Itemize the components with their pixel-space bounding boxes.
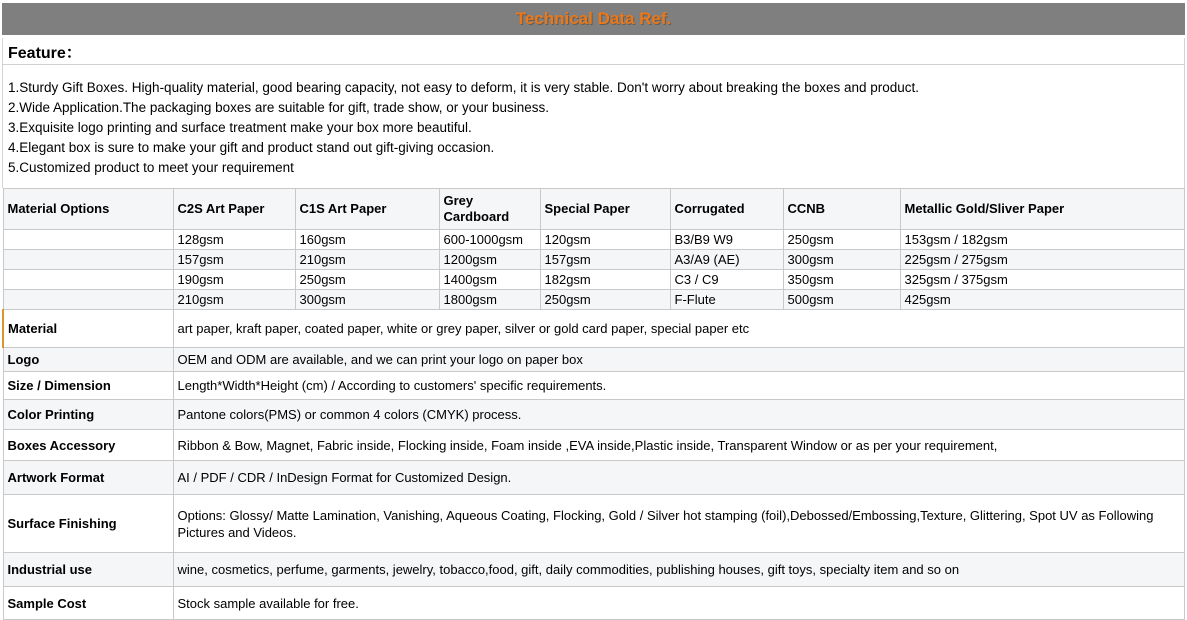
spec-label-logo: Logo bbox=[3, 348, 173, 372]
spec-label-industrial-use: Industrial use bbox=[3, 553, 173, 587]
gsm-cell: 210gsm bbox=[295, 250, 439, 270]
spec-label-surface-finishing: Surface Finishing bbox=[3, 495, 173, 553]
spec-row-logo bbox=[3, 348, 1185, 372]
gsm-cell: 182gsm bbox=[540, 270, 670, 290]
column-header-metallic-gold-sliver-paper: Metallic Gold/Sliver Paper bbox=[900, 189, 1185, 230]
gsm-cell: A3/A9 (AE) bbox=[670, 250, 783, 270]
spec-value-logo: OEM and ODM are available, and we can print your logo on paper box bbox=[173, 348, 1185, 372]
gsm-cell: B3/B9 W9 bbox=[670, 230, 783, 250]
gsm-cell: 250gsm bbox=[295, 270, 439, 290]
spec-value-industrial-use: wine, cosmetics, perfume, garments, jewelry, tobacco,food, gift, daily commodities, publishing houses, gift toys, specialty item and so on bbox=[173, 553, 1185, 587]
gsm-cell: 425gsm bbox=[900, 290, 1185, 310]
spec-value-sample-cost: Stock sample available for free. bbox=[173, 587, 1185, 620]
page-title: Technical Data Ref. bbox=[515, 9, 672, 28]
spec-row-boxes-accessory bbox=[3, 430, 1185, 461]
empty-cell bbox=[3, 230, 173, 250]
feature-heading bbox=[2, 38, 1185, 65]
column-header-c1s-art-paper: C1S Art Paper bbox=[295, 189, 439, 230]
column-header-c2s-art-paper: C2S Art Paper bbox=[173, 189, 295, 230]
spec-label-boxes-accessory: Boxes Accessory bbox=[3, 430, 173, 461]
feature-heading-label: Feature： bbox=[8, 44, 82, 62]
gsm-cell: 157gsm bbox=[540, 250, 670, 270]
gsm-cell: 210gsm bbox=[173, 290, 295, 310]
spec-label-size-dimension: Size / Dimension bbox=[3, 372, 173, 400]
materials-header-row bbox=[3, 189, 1185, 230]
feature-item-4: 4.Elegant box is sure to make your gift and product stand out gift-giving occasion. bbox=[8, 140, 495, 155]
column-header-ccnb: CCNB bbox=[783, 189, 900, 230]
gsm-row-2 bbox=[3, 250, 1185, 270]
spec-label-material: Material bbox=[3, 310, 173, 348]
column-header-material-options: Material Options bbox=[3, 189, 173, 230]
gsm-cell: F-Flute bbox=[670, 290, 783, 310]
spec-row-artwork-format bbox=[3, 461, 1185, 495]
spec-row-surface-finishing bbox=[3, 495, 1185, 553]
feature-item-1: 1.Sturdy Gift Boxes. High-quality material, good bearing capacity, not easy to deform, it is very stable. Don't worry about breaking the boxes and product. bbox=[8, 80, 920, 95]
gsm-cell: 250gsm bbox=[783, 230, 900, 250]
gsm-cell: 250gsm bbox=[540, 290, 670, 310]
spec-value-boxes-accessory: Ribbon & Bow, Magnet, Fabric inside, Flocking inside, Foam inside ,EVA inside,Plastic inside, Transparent Window or as per your requirement, bbox=[173, 430, 1185, 461]
gsm-cell: 128gsm bbox=[173, 230, 295, 250]
gsm-cell: C3 / C9 bbox=[670, 270, 783, 290]
spec-label-color-printing: Color Printing bbox=[3, 400, 173, 430]
gsm-cell: 300gsm bbox=[783, 250, 900, 270]
gsm-cell: 120gsm bbox=[540, 230, 670, 250]
spec-value-surface-finishing: Options: Glossy/ Matte Lamination, Vanishing, Aqueous Coating, Flocking, Gold / Silver hot stamping (foil),Debossed/Embossing,Texture, Glittering, Spot UV as Following Pictures and Videos. bbox=[173, 495, 1185, 553]
column-header-special-paper: Special Paper bbox=[540, 189, 670, 230]
gsm-cell: 300gsm bbox=[295, 290, 439, 310]
feature-item-2: 2.Wide Application.The packaging boxes are suitable for gift, trade show, or your business. bbox=[8, 100, 550, 115]
spec-value-color-printing: Pantone colors(PMS) or common 4 colors (CMYK) process. bbox=[173, 400, 1185, 430]
feature-list bbox=[2, 65, 1185, 188]
gsm-cell: 1200gsm bbox=[439, 250, 540, 270]
feature-item-5: 5.Customized product to meet your requirement bbox=[8, 160, 294, 175]
spec-value-artwork-format: AI / PDF / CDR / InDesign Format for Customized Design. bbox=[173, 461, 1185, 495]
gsm-cell: 325gsm / 375gsm bbox=[900, 270, 1185, 290]
gsm-row-3 bbox=[3, 270, 1185, 290]
gsm-cell: 190gsm bbox=[173, 270, 295, 290]
feature-item-3: 3.Exquisite logo printing and surface treatment make your box more beautiful. bbox=[8, 120, 472, 135]
gsm-cell: 350gsm bbox=[783, 270, 900, 290]
spec-row-material bbox=[3, 310, 1185, 348]
spec-value-size-dimension: Length*Width*Height (cm) / According to customers' specific requirements. bbox=[173, 372, 1185, 400]
spec-row-industrial-use bbox=[3, 553, 1185, 587]
spec-value-material: art paper, kraft paper, coated paper, white or grey paper, silver or gold card paper, special paper etc bbox=[173, 310, 1185, 348]
gsm-row-4 bbox=[3, 290, 1185, 310]
empty-cell bbox=[3, 270, 173, 290]
title-bar bbox=[2, 3, 1185, 35]
technical-data-table bbox=[2, 188, 1185, 620]
spec-row-color-printing bbox=[3, 400, 1185, 430]
gsm-cell: 500gsm bbox=[783, 290, 900, 310]
gsm-cell: 225gsm / 275gsm bbox=[900, 250, 1185, 270]
gsm-cell: 600-1000gsm bbox=[439, 230, 540, 250]
spec-row-sample-cost bbox=[3, 587, 1185, 620]
gsm-cell: 1400gsm bbox=[439, 270, 540, 290]
spec-row-size-dimension bbox=[3, 372, 1185, 400]
column-header-corrugated: Corrugated bbox=[670, 189, 783, 230]
gsm-cell: 1800gsm bbox=[439, 290, 540, 310]
column-header-grey-cardboard: Grey Cardboard bbox=[439, 189, 540, 230]
empty-cell bbox=[3, 290, 173, 310]
gsm-cell: 153gsm / 182gsm bbox=[900, 230, 1185, 250]
spec-label-sample-cost: Sample Cost bbox=[3, 587, 173, 620]
gsm-cell: 160gsm bbox=[295, 230, 439, 250]
spec-label-artwork-format: Artwork Format bbox=[3, 461, 173, 495]
gsm-row-1 bbox=[3, 230, 1185, 250]
empty-cell bbox=[3, 250, 173, 270]
gsm-cell: 157gsm bbox=[173, 250, 295, 270]
